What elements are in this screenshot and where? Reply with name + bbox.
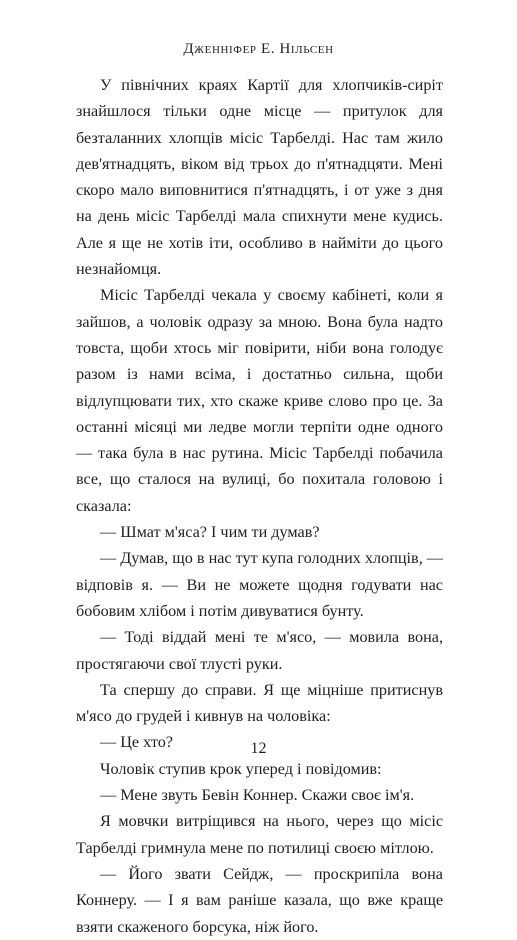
page-number: 12 [250, 740, 267, 757]
paragraph: — Це хто? [100, 733, 173, 752]
paragraph: — Тоді віддай мені те м'ясо, — мовила вона, простягаючи свої тлусті руки. [76, 628, 443, 673]
paragraph: Я мовчки витріщився на нього, через що місіс Тарбелді гримнула мене по потилиці своєю мітлою. [76, 812, 443, 857]
running-head: Дженніфер Е. Нільсен [183, 41, 334, 57]
paragraph: Чоловік ступив крок уперед і повідомив: [100, 759, 382, 778]
paragraph: Місіс Тарбелді чекала у своєму кабінеті, коли я зайшов, а чоловік одразу за мною. Вона була надто товста, щоби хтось міг повірити, ніби вона голодує разом із нами всіма, і достатньо сильна, щоби відлупцювати тих, хто скаже криве слово про це. За останні місяці ми ледве могли терпіти одне одного — така була в нас рутина. Місіс Тарбелді побачила все, що сталося на вулиці, бо похитала головою і сказала: [76, 286, 443, 515]
paragraph: — Думав, що в нас тут купа голодних хлопців, — відповів я. — Ви не можете щодня годувати нас бобовим хлібом і потім дивуватися бунту. [76, 549, 443, 620]
paragraph: — Його звати Сейдж, — проскрипіла вона Коннеру. — І я вам раніше казала, що вже краще взяти скаженого борсука, ніж його. [76, 864, 443, 936]
body-text [76, 72, 443, 940]
paragraph: — Мене звуть Бевін Коннер. Скажи своє ім'я. [100, 786, 415, 805]
paragraph: У північних краях Картії для хлопчиків-сиріт знайшлося тільки одне місце — притулок для безталанних хлопців місіс Тарбелді. Нас там жило дев'ятнадцять, віком від трьох до п'ятнадцяти. Мені скоро мало виповнитися п'ятнадцять, і от уже з дня на день місіс Тарбелді мала спихнути мене кудись. Але я ще не хотів іти, особливо в найміти до цього незнайомця. [76, 76, 443, 279]
paragraph: — Шмат м'яса? І чим ти думав? [100, 523, 320, 542]
paragraph: Та спершу до справи. Я ще міцніше притиснув м'ясо до грудей і кивнув на чоловіка: [76, 680, 443, 726]
